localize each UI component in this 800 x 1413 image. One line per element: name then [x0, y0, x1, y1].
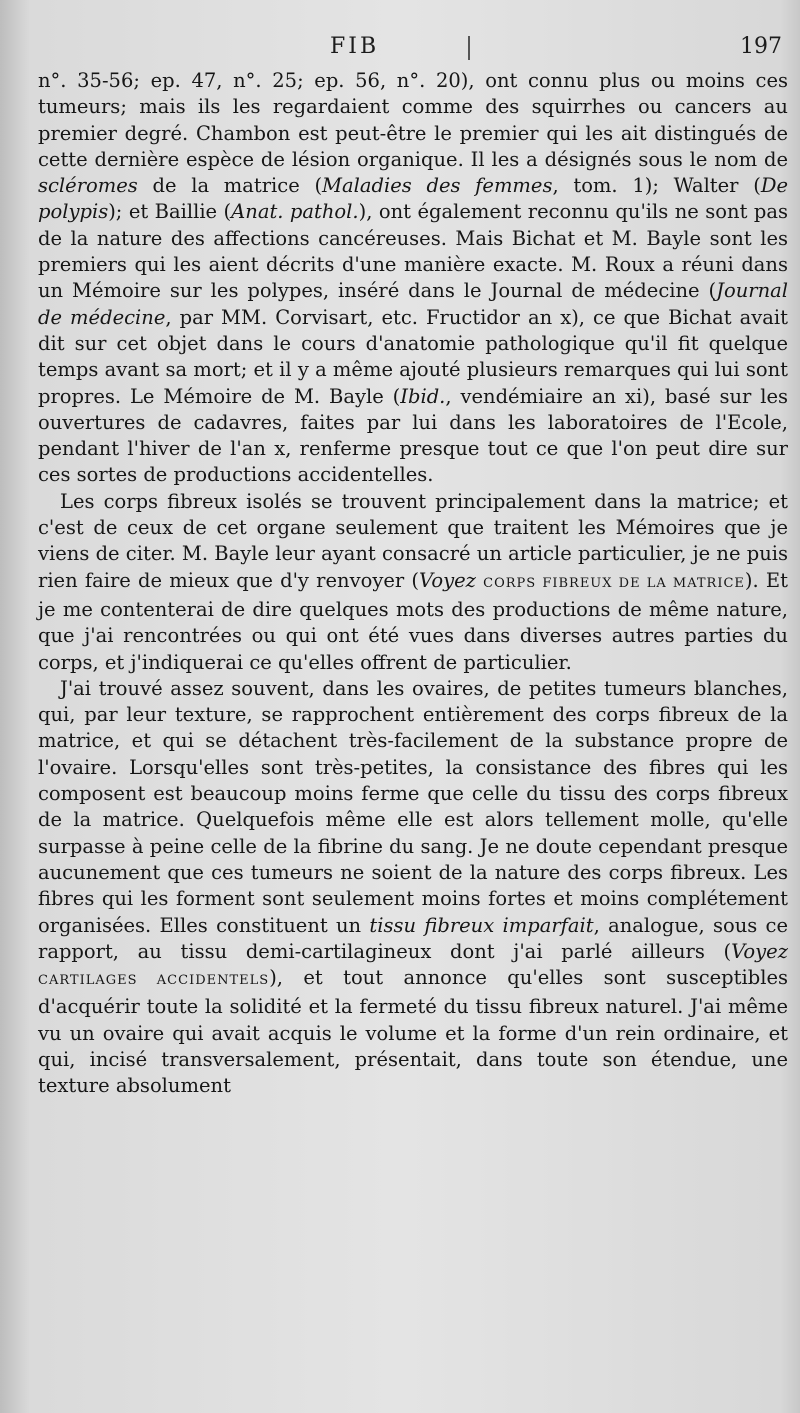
- paragraph-2: [38, 489, 788, 676]
- italic-term: tissu fibreux imparfait: [369, 913, 594, 937]
- paragraph-3: [38, 676, 788, 1100]
- italic-reference: Ibid.: [400, 384, 446, 408]
- text-run: ), et tout annonce qu'elles sont susceptibles d'acquérir toute la solidité et la fermeté du tissu fibreux naturel. J'ai même vu un ovaire qui avait acquis le volume et la forme d'un rein ordinaire, et qui, incisé transversalement, présentait, dans toute son étendue, une texture absolument: [38, 966, 788, 1098]
- text-run: , tom. 1); Walter (: [552, 174, 761, 198]
- text-run: , par MM. Corvisart, etc. Fructidor an x), ce que Bichat avait dit sur cet objet dans le cours d'anatomie pathologique qu'il fit quelque temps avant sa mort; et il y a même ajouté plusieurs remarques qui lui sont propres. Le Mémoire de M. Bayle (: [38, 305, 789, 408]
- page-header: [38, 30, 788, 70]
- italic-title: Maladies des femmes: [322, 174, 553, 198]
- running-head: FIB: [330, 34, 380, 59]
- text-run: , vendémiaire an xi), basé sur les ouvertures de cadavres, faites par lui dans les laboratoires de l'Ecole, pendant l'hiver de l'an x, renferme presque tout ce que l'on peut dire sur ces sortes de productions accidentelles.: [38, 384, 789, 487]
- text-run: ), ont également reconnu qu'ils ne sont pas de la nature des affections cancéreuses. Mais Bichat et M. Bayle sont les premiers qui les aient décrits d'une manière exacte. M. Roux a réuni dans un Mémoire sur les polypes, inséré dans le Journal de médecine (: [38, 200, 788, 303]
- page-number: 197: [740, 34, 782, 59]
- text-run: J'ai trouvé assez souvent, dans les ovaires, de petites tumeurs blanches, qui, par leur texture, se rapprochent entièrement des corps fibreux de la matrice, et qui se détachent très-facilement de la substance propre de l'ovaire. Lorsqu'elles sont très-petites, la consistance des fibres qui les composent est beaucoup moins ferme que celle du tissu des corps fibreux de la matrice. Quelquefois même elle est alors tellement molle, qu'elle surpasse à peine celle de la fibrine du sang. Je ne doute cependant presque aucunement que ces tumeurs ne soient de la nature des corps fibreux. Les fibres qui les forment sont seulement moins fortes et moins complétement organisées. Elles constituent un: [38, 676, 788, 937]
- small-caps-reference: CARTILAGES ACCIDENTELS: [38, 973, 270, 989]
- italic-term: scléromes: [38, 174, 138, 198]
- italic-title: Journal de médecine: [38, 279, 788, 329]
- header-divider: [468, 36, 470, 60]
- body-text: [38, 68, 788, 1100]
- italic-reference: Voyez: [731, 939, 788, 963]
- paragraph-1: [38, 68, 788, 489]
- small-caps-reference: CORPS FIBREUX DE LA MATRICE: [483, 575, 745, 591]
- text-run: n°. 35-56; ep. 47, n°. 25; ep. 56, n°. 20), ont connu plus ou moins ces tumeurs; mais ils les regardaient comme des squirrhes ou cancers au premier degré. Chambon est peut-être le premier qui les ait distingués de cette dernière espèce de lésion organique. Il les a désignés sous le nom de: [38, 69, 788, 171]
- text-run: de la matrice (: [137, 174, 323, 198]
- italic-title: De polypis: [38, 174, 788, 224]
- italic-title: Anat. pathol.: [231, 200, 359, 224]
- text-run: ). Et je me contenterai de dire quelques mots des productions de même nature, que j'ai rencontrées ou qui ont été vues dans diverses autres parties du corps, et j'indiquerai ce qu'elles offrent de particulier.: [38, 568, 788, 674]
- italic-reference: Voyez: [419, 568, 476, 592]
- text-run: ); et Baillie (: [108, 200, 232, 224]
- text-run: Les corps fibreux isolés se trouvent principalement dans la matrice; et c'est de ceux de cet organe seulement que traitent les Mémoires que je viens de citer. M. Bayle leur ayant consacré un article particulier, je ne puis rien faire de mieux que d'y renvoyer (: [38, 489, 788, 592]
- text-run: , analogue, sous ce rapport, au tissu demi-cartilagineux dont j'ai parlé ailleurs (: [38, 913, 788, 963]
